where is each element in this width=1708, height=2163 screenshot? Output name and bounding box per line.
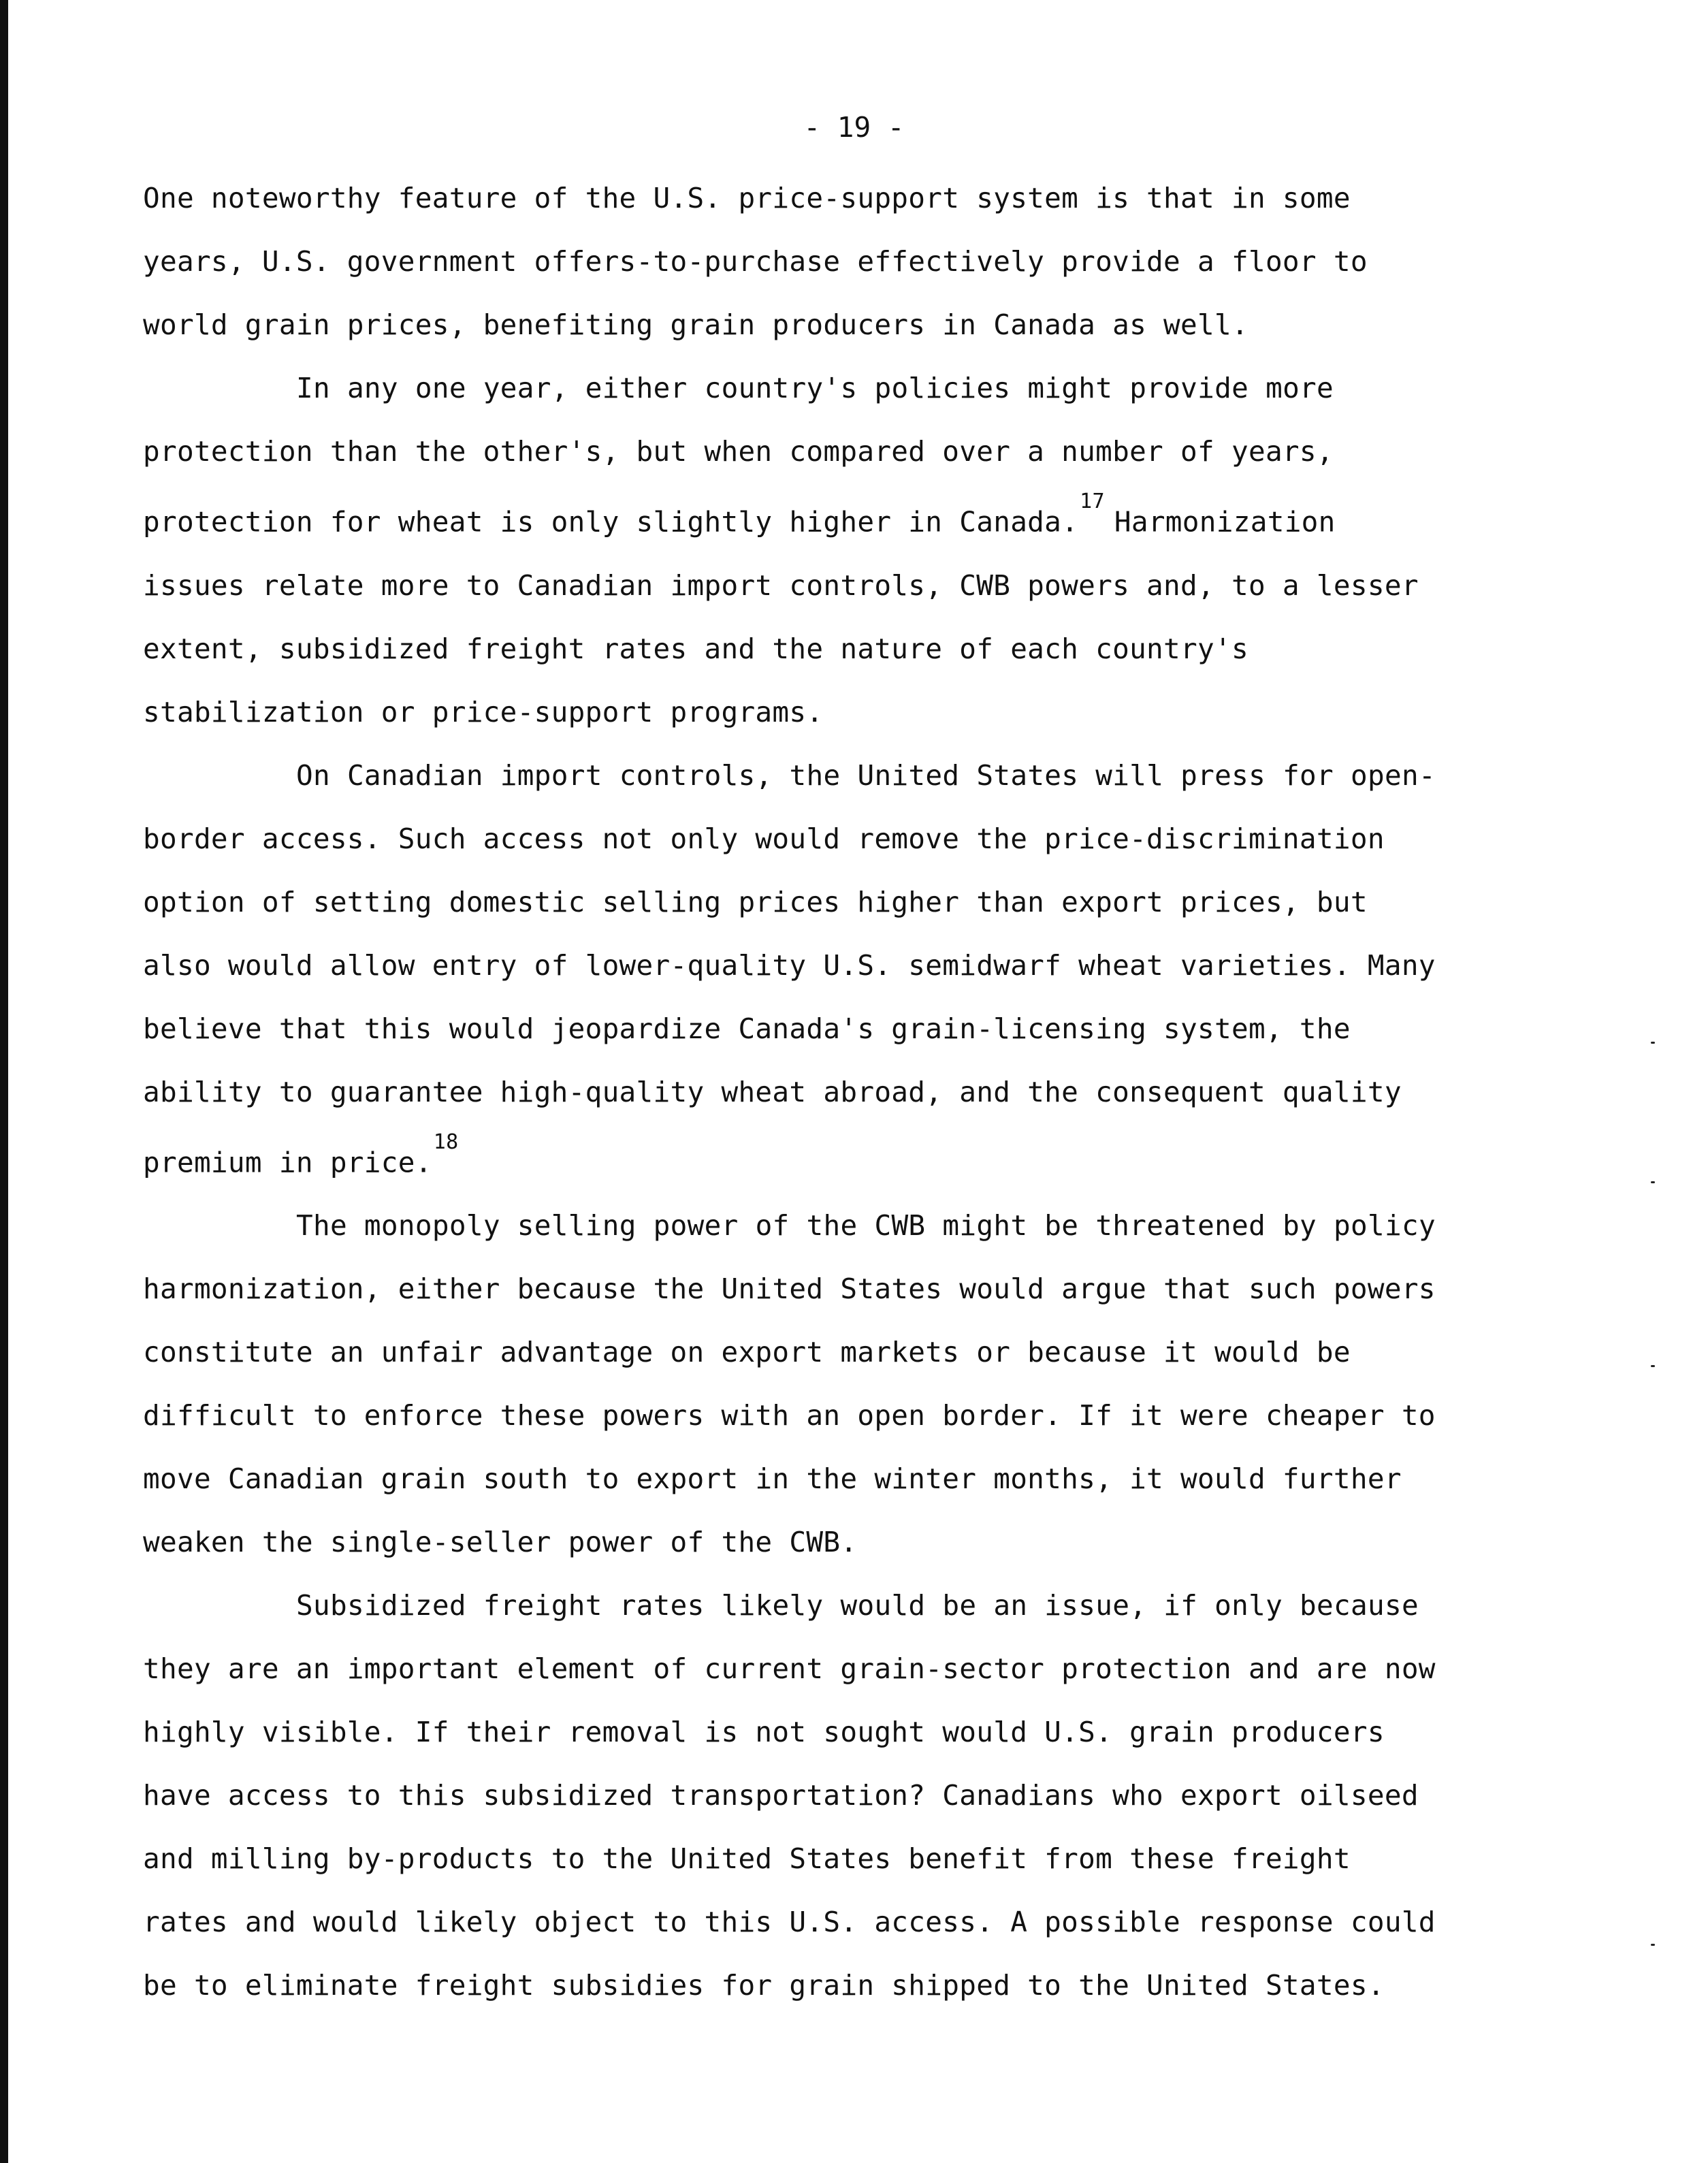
paragraph-text: On Canadian import controls, the United States will press for open-border access. Such access not only would remove the price-discrimination option of setting domestic selling prices higher than export prices, but also would allow entry of lower-quality U.S. semidwarf wheat varieties. Many believe that this would jeopardize Canada's grain-licensing system, the ability to guarantee high-quality wheat abroad, and the consequent quality premium in price. — [143, 758, 1436, 1179]
paragraph-price-support — [143, 167, 1450, 357]
paragraph-text: Harmonization issues relate more to Canadian import controls, CWB powers and, to a lesser extent, subsidized freight rates and the nature of each country's stabilization or price-support programs. — [143, 505, 1419, 728]
page-number: - 19 - — [803, 111, 905, 144]
paragraph-text: Subsidized freight rates likely would be an issue, if only because they are an important element of current grain-sector protection and are now highly visible. If their removal is not sought would U.S. grain producers have access to this subsidized transportation? Canadians who export oilseed and milling by-products to the United States benefit from these freight rates and would likely object to this U.S. access. A possible response could be to eliminate freight subsidies for grain shipped to the United States. — [143, 1589, 1436, 2002]
paragraph-import-controls — [143, 744, 1450, 1195]
scan-speck — [1651, 1181, 1655, 1183]
paragraph-protection — [143, 357, 1450, 744]
paragraph-text: One noteworthy feature of the U.S. price-support system is that in some years, U.S. government offers-to-purchase effectively provide a floor to world grain prices, benefiting grain producers in Canada as well. — [143, 182, 1368, 341]
scan-speck — [1651, 1365, 1655, 1367]
document-body — [143, 167, 1450, 2017]
footnote-marker-17: 17 — [1080, 490, 1105, 513]
paragraph-text: In any one year, either country's policies might provide more protection than the other's, but when compared over a number of years, protection for wheat is only slightly higher in Canada. — [143, 372, 1334, 539]
paragraph-text: The monopoly selling power of the CWB might be threatened by policy harmonization, either because the United States would argue that such powers constitute an unfair advantage on export markets or because it would be difficult to enforce these powers with an open border. If it were cheaper to move Canadian grain south to export in the winter months, it would further weaken the single-seller power of the CWB. — [143, 1209, 1436, 1559]
paragraph-freight-rates — [143, 1574, 1450, 2017]
scan-speck — [1651, 1042, 1655, 1044]
footnote-marker-18: 18 — [433, 1129, 459, 1154]
scan-left-edge — [0, 0, 8, 2163]
scan-speck — [1651, 1944, 1655, 1946]
paragraph-cwb-monopoly — [143, 1194, 1450, 1574]
